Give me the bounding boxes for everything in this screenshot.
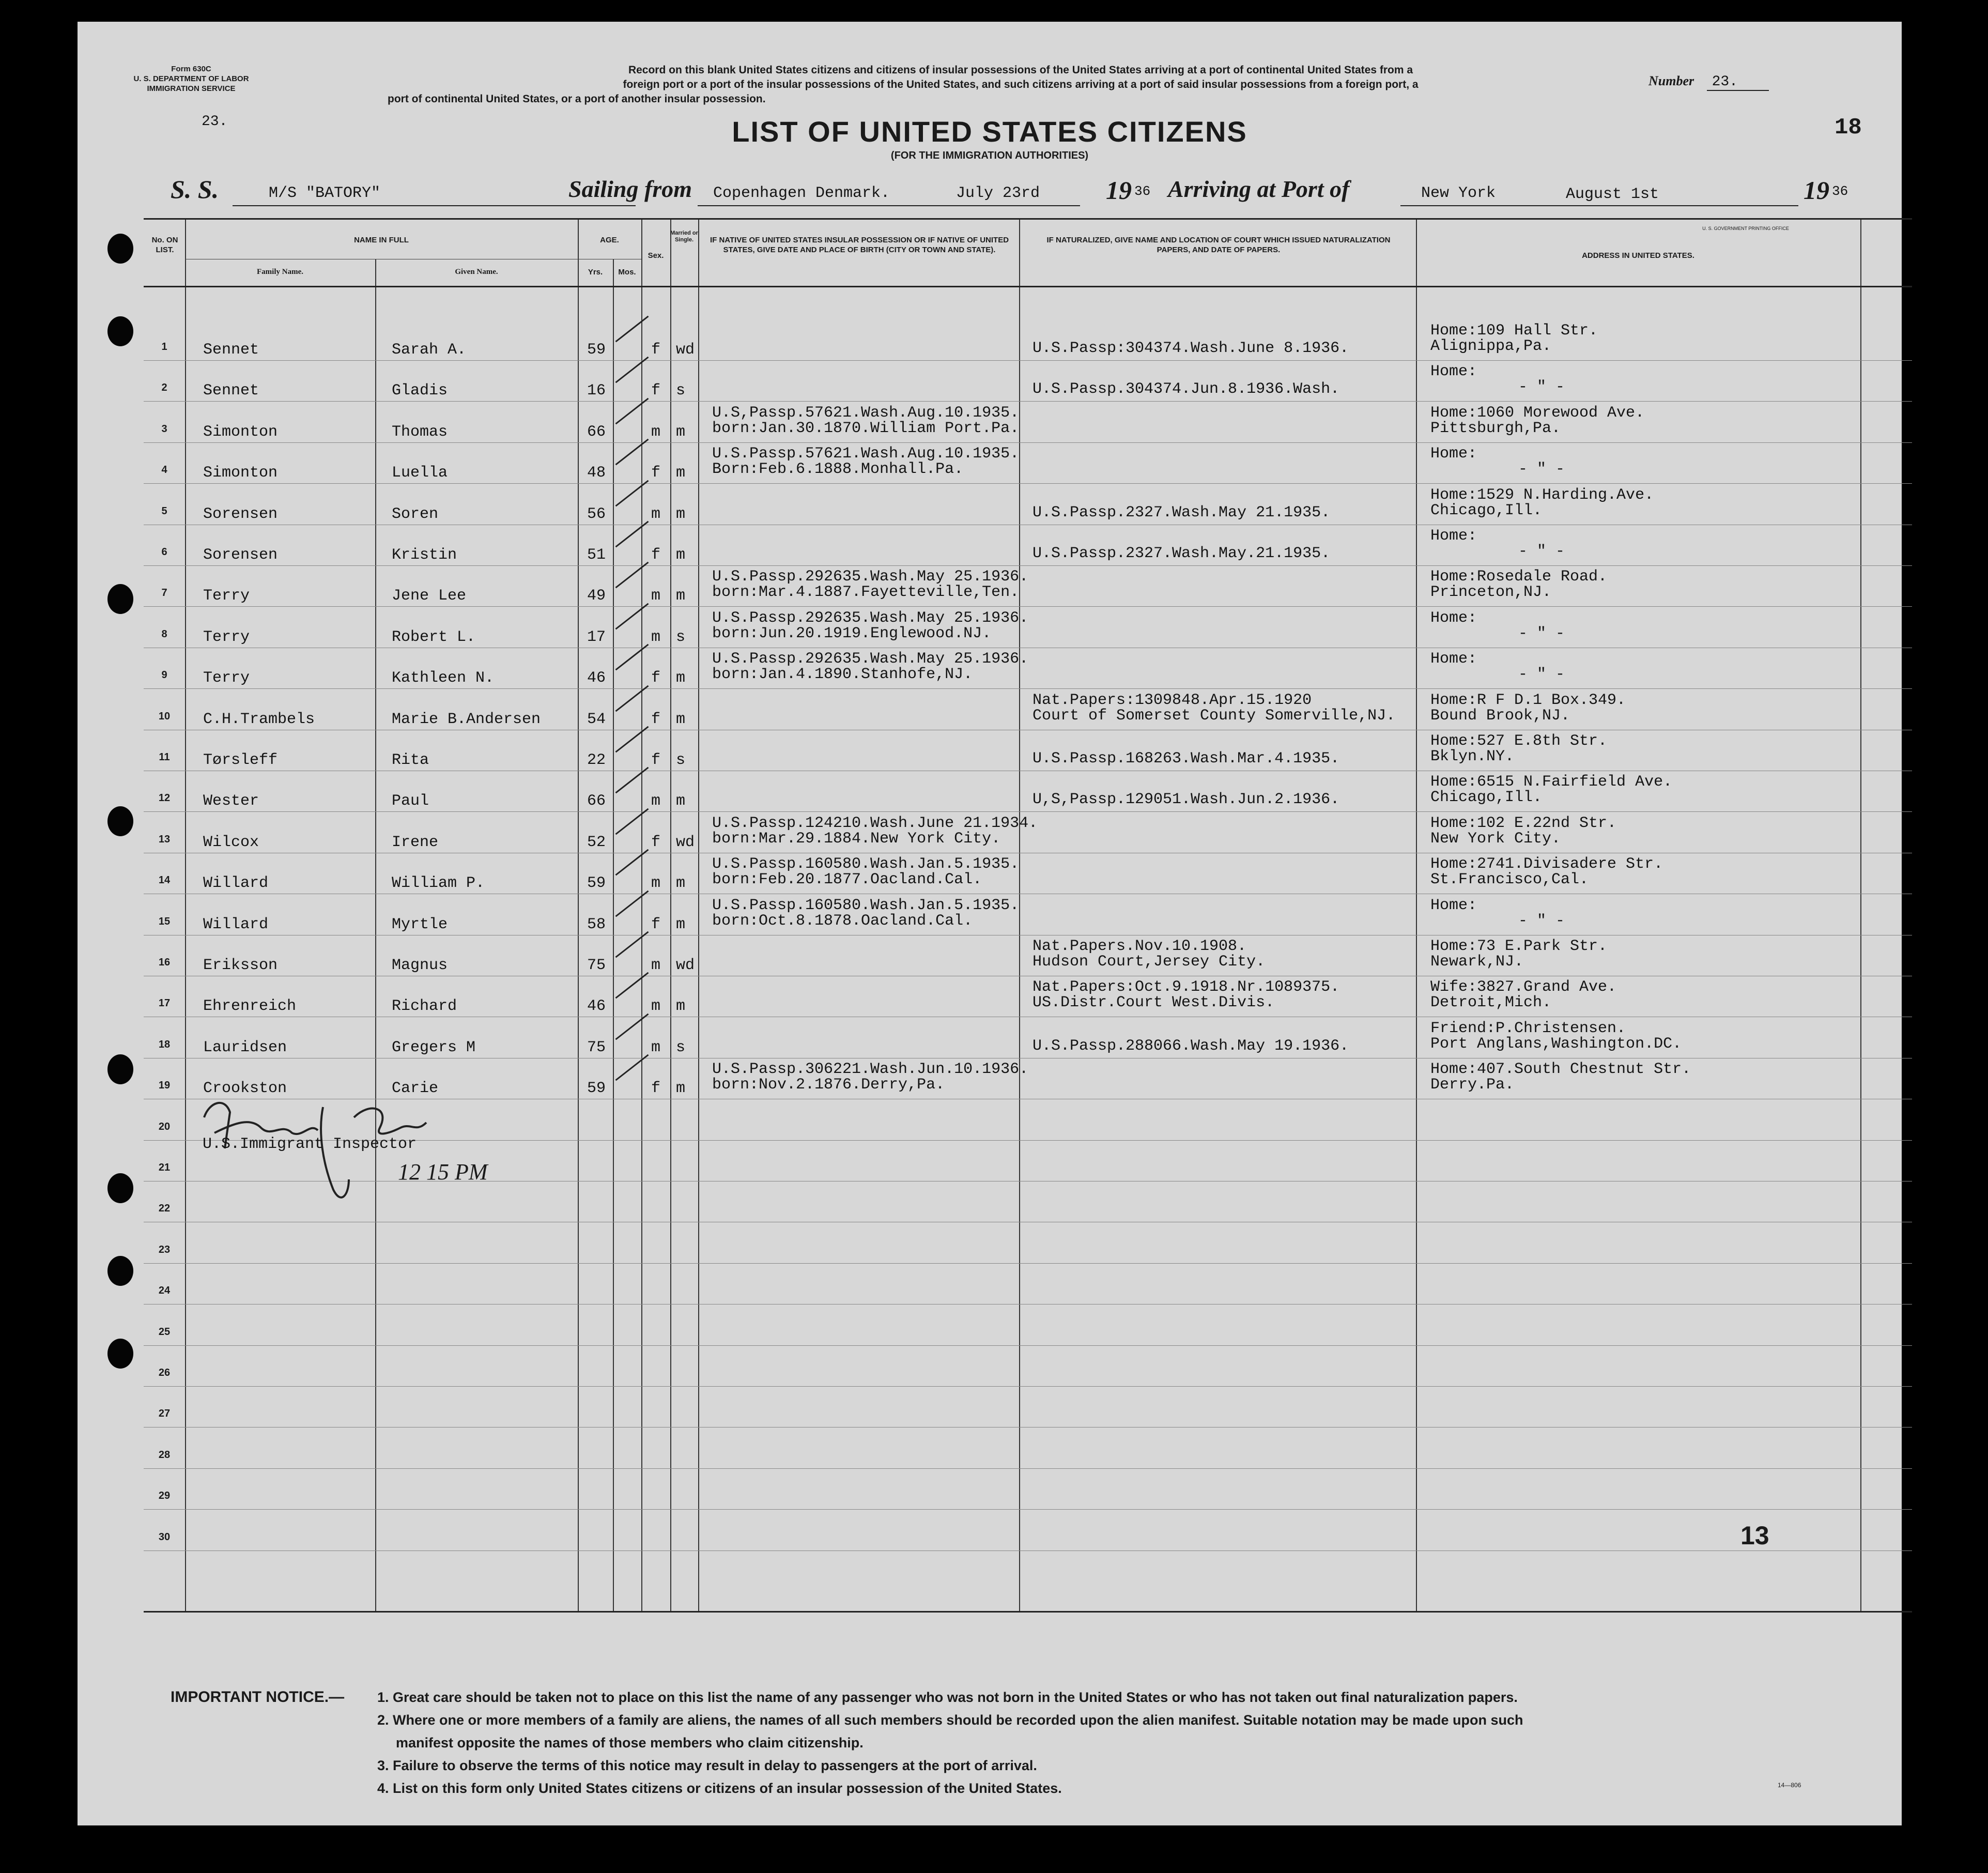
inspector-title: U.S.Immigrant Inspector (203, 1135, 417, 1153)
age-years: 75 (587, 957, 606, 974)
address-line-2: Derry.Pa. (1430, 1076, 1515, 1094)
arrival-date: August 1st (1566, 186, 1659, 203)
family-name: Tørsleff (203, 751, 278, 769)
arrival-year-prefix: 19 (1804, 176, 1829, 205)
row-number: 30 (158, 1531, 171, 1543)
given-name: Irene (392, 833, 439, 851)
naturalized-line-1: Nat.Papers:Oct.9.1918.Nr.1089375. (1032, 978, 1340, 996)
naturalized-line-1: U.S.Passp.2327.Wash.May 21.1935. (1032, 503, 1331, 521)
address-line-1: Friend:P.Christensen. (1430, 1019, 1626, 1037)
given-name: Magnus (392, 957, 448, 974)
sailing-label: Sailing from (568, 176, 692, 202)
col-header-given: Given Name. (455, 268, 498, 276)
sex: m (651, 874, 661, 893)
sex: f (651, 341, 661, 359)
col-header-age: AGE. (600, 236, 619, 244)
col-divider (1860, 220, 1861, 1611)
age-years: 48 (587, 464, 606, 482)
ss-label: S. S. (171, 175, 219, 204)
age-years: 49 (587, 587, 606, 605)
address-line-2: - " - (1518, 460, 1565, 479)
age-years: 16 (587, 382, 606, 400)
row-rule (144, 606, 1912, 607)
col-divider (1416, 220, 1417, 1611)
row-rule (144, 811, 1912, 812)
age-years: 56 (587, 505, 606, 523)
sex: m (651, 423, 661, 441)
row-rule (144, 1263, 1912, 1264)
given-name: Richard (392, 997, 457, 1016)
ship-underline (233, 203, 636, 206)
sex: m (651, 505, 661, 523)
native-line-2: born:Mar.29.1884.New York City. (712, 830, 1001, 848)
arrival-port: New York (1421, 185, 1496, 202)
binder-hole (107, 316, 133, 346)
native-line-2: born:Jan.30.1870.William Port.Pa. (712, 419, 1020, 437)
col-divider (185, 220, 186, 1611)
row-rule (144, 1550, 1912, 1551)
address-line-1: Home:R F D.1 Box.349. (1430, 691, 1626, 709)
address-line-2: - " - (1518, 624, 1565, 642)
address-line-2: Bklyn.NY. (1430, 748, 1515, 765)
given-name: Jene Lee (392, 587, 467, 605)
row-rule (144, 483, 1912, 484)
instruction-line-3: port of continental United States, or a port of another insular possession. (388, 93, 766, 105)
age-years: 75 (587, 1038, 606, 1056)
native-line-1: U.S.Passp.292635.Wash.May 25.1936. (712, 650, 1029, 668)
form-info (114, 64, 269, 94)
native-line-1: U.S.Passp.160580.Wash.Jan.5.1935. (712, 855, 1020, 873)
native-line-2: born:Nov.2.1876.Derry,Pa. (712, 1076, 945, 1094)
notice-item-3: 3. Failure to observe the terms of this notice may result in delay to passengers at the port of arrival. (377, 1758, 1037, 1773)
family-name: Terry (203, 587, 250, 605)
col-header-family: Family Name. (257, 268, 303, 276)
sail-date: July 23rd (956, 185, 1040, 202)
check-mark (615, 316, 649, 343)
number-value: 23. (1707, 74, 1769, 91)
row-number: 2 (161, 382, 167, 394)
row-rule (144, 688, 1912, 689)
address-line-2: Pittsburgh,Pa. (1430, 419, 1561, 437)
native-line-2: born:Feb.20.1877.Oacland.Cal. (712, 871, 982, 889)
marital-status: m (676, 915, 686, 933)
given-name: Luella (392, 464, 448, 482)
address-line-2: - " - (1518, 378, 1565, 396)
row-number: 27 (158, 1408, 171, 1420)
marital-status: m (676, 710, 686, 728)
row-number: 11 (159, 751, 170, 763)
address-line-1: Home: (1430, 445, 1477, 463)
sex: f (651, 546, 661, 564)
row-number: 8 (161, 628, 167, 640)
notice-code: 14—806 (1778, 1782, 1801, 1789)
address-line-2: Princeton,NJ. (1430, 584, 1552, 602)
family-name: Wilcox (203, 833, 259, 851)
row-number: 10 (158, 710, 171, 722)
row-number: 16 (158, 957, 171, 968)
address-line-1: Home:407.South Chestnut Str. (1430, 1061, 1691, 1079)
given-name: Rita (392, 751, 429, 769)
naturalized-line-2: US.Distr.Court West.Divis. (1032, 994, 1275, 1012)
address-line-2: New York City. (1430, 830, 1561, 848)
family-name: Simonton (203, 464, 278, 482)
row-number: 14 (158, 874, 171, 886)
row-number: 25 (158, 1326, 171, 1338)
address-line-2: Bound Brook,NJ. (1430, 707, 1570, 725)
print-office-label: U. S. GOVERNMENT PRINTING OFFICE (1702, 226, 1789, 231)
marital-status: wd (676, 833, 695, 851)
native-line-1: U.S.Passp.160580.Wash.Jan.5.1935. (712, 896, 1020, 914)
family-name: Ehrenreich (203, 997, 297, 1016)
marital-status: s (676, 751, 686, 769)
col-header-native: IF NATIVE OF UNITED STATES INSULAR POSSESSION OR IF NATIVE OF UNITED STATES, GIVE DATE AND PLACE OF BIRTH (CITY OR TOWN AND STATE). (710, 236, 1009, 254)
address-line-2: Alignippa,Pa. (1430, 337, 1552, 355)
naturalized-line-2: Hudson Court,Jersey City. (1032, 953, 1266, 971)
col-divider (670, 220, 671, 1611)
row-rule (144, 1468, 1912, 1469)
age-years: 59 (587, 341, 606, 359)
col-divider (578, 220, 579, 1611)
address-line-2: St.Francisco,Cal. (1430, 871, 1589, 889)
given-name: Thomas (392, 423, 448, 441)
binder-hole (107, 1256, 133, 1286)
binder-hole (107, 234, 133, 264)
address-line-2: Port Anglans,Washington.DC. (1430, 1035, 1682, 1053)
family-name: Sennet (203, 341, 259, 359)
notice-item-1: 1. Great care should be taken not to place on this list the name of any passenger who was not born in the United States or who has not taken out final naturalization papers. (377, 1690, 1518, 1705)
family-name: Terry (203, 628, 250, 646)
address-line-1: Home:2741.Divisadere Str. (1430, 855, 1663, 873)
family-name: Eriksson (203, 957, 278, 974)
address-line-1: Home: (1430, 363, 1477, 381)
native-line-2: born:Jun.20.1919.Englewood.NJ. (712, 624, 992, 642)
row-number: 23 (158, 1243, 171, 1255)
instruction-line-2: foreign port or a port of the insular possessions of the United States, and such citizens arriving at a port of said insular possessions from a foreign port, a (623, 79, 1419, 90)
native-line-1: U.S.Passp.57621.Wash.Aug.10.1935. (712, 445, 1020, 463)
sex: f (651, 915, 661, 933)
marital-status: s (676, 1038, 686, 1056)
sex: f (651, 1080, 661, 1098)
native-line-2: born:Jan.4.1890.Stanhofe,NJ. (712, 666, 973, 684)
given-name: Kristin (392, 546, 457, 564)
given-name: Paul (392, 792, 429, 810)
address-line-1: Home: (1430, 527, 1477, 545)
address-line-1: Home:73 E.Park Str. (1430, 938, 1608, 955)
age-years: 66 (587, 423, 606, 441)
address-line-1: Home: (1430, 896, 1477, 914)
family-name: Wester (203, 792, 259, 810)
binder-hole (107, 1339, 133, 1369)
row-number: 26 (158, 1367, 171, 1378)
row-rule (144, 442, 1912, 443)
notice-item-2: 2. Where one or more members of a family are aliens, the names of all such members should be recorded upon the alien manifest. Suitable notation may be made upon such (377, 1712, 1523, 1728)
arrival-year: 36 (1832, 183, 1848, 199)
age-years: 59 (587, 1080, 606, 1098)
given-name: Marie B.Andersen (392, 710, 541, 728)
arriving-label: Arriving at Port of (1168, 176, 1350, 202)
row-number: 4 (161, 464, 167, 476)
address-line-1: Home:527 E.8th Str. (1430, 732, 1608, 750)
notice-heading: IMPORTANT NOTICE.— (171, 1688, 345, 1706)
address-line-1: Home:102 E.22nd Str. (1430, 814, 1617, 832)
family-name: C.H.Trambels (203, 710, 315, 728)
address-line-2: - " - (1518, 912, 1565, 930)
binder-hole (107, 1054, 133, 1084)
row-rule (144, 1509, 1912, 1510)
given-name: Kathleen N. (392, 669, 495, 687)
service-label: IMMIGRATION SERVICE (147, 84, 236, 93)
age-years: 52 (587, 833, 606, 851)
given-name: Sarah A. (392, 341, 467, 359)
native-line-2: born:Mar.4.1887.Fayetteville,Ten. (712, 584, 1020, 602)
row-rule (144, 401, 1912, 402)
native-line-2: born:Oct.8.1878.Oacland.Cal. (712, 912, 973, 930)
row-rule (144, 565, 1912, 566)
col-header-married: Married or Single. (670, 230, 698, 243)
family-name: Simonton (203, 423, 278, 441)
binder-hole (107, 584, 133, 614)
marital-status: m (676, 1080, 686, 1098)
marital-status: s (676, 628, 686, 646)
row-number: 9 (161, 669, 167, 681)
family-name: Sorensen (203, 546, 278, 564)
naturalized-line-1: U.S.Passp.2327.Wash.May.21.1935. (1032, 545, 1331, 562)
marital-status: m (676, 874, 686, 893)
given-name: Myrtle (392, 915, 448, 933)
row-number: 6 (161, 546, 167, 558)
sex: f (651, 382, 661, 400)
row-number: 7 (161, 587, 167, 599)
sail-year-prefix: 19 (1106, 176, 1132, 205)
naturalized-line-1: U.S.Passp.168263.Wash.Mar.4.1935. (1032, 750, 1340, 767)
address-line-2: Chicago,Ill. (1430, 789, 1543, 807)
native-line-1: U.S.Passp.292635.Wash.May 25.1936. (712, 609, 1029, 627)
row-number: 1 (161, 341, 167, 352)
sex: f (651, 751, 661, 769)
row-rule (144, 1386, 1912, 1387)
sex: f (651, 669, 661, 687)
binder-hole (107, 1173, 133, 1203)
left-number: 23. (202, 114, 228, 130)
native-line-1: U.S,Passp.57621.Wash.Aug.10.1935. (712, 404, 1020, 422)
family-name: Lauridsen (203, 1038, 287, 1056)
age-years: 22 (587, 751, 606, 769)
sex: f (651, 710, 661, 728)
row-rule (144, 1345, 1912, 1346)
naturalized-line-1: U.S.Passp:304374.Wash.June 8.1936. (1032, 340, 1349, 357)
row-number: 20 (158, 1120, 171, 1132)
page-number: 18 (1835, 115, 1862, 141)
notice-item-4: 4. List on this form only United States citizens or citizens of an insular possession of the United States. (377, 1780, 1062, 1796)
row-number: 18 (158, 1038, 171, 1050)
age-years: 51 (587, 546, 606, 564)
given-name: Gregers M (392, 1038, 476, 1056)
marital-status: m (676, 587, 686, 605)
instruction-text (388, 63, 1654, 106)
marital-status: m (676, 464, 686, 482)
family-name: Willard (203, 874, 269, 893)
sailing-underline (698, 203, 1080, 206)
native-line-2: Born:Feb.6.1888.Monhall.Pa. (712, 460, 964, 479)
address-line-2: Detroit,Mich. (1430, 994, 1552, 1012)
manifest-sheet (78, 22, 1902, 1825)
sex: f (651, 464, 661, 482)
instruction-line-1: Record on this blank United States citizens and citizens of insular possessions of the United States arriving at a port of continental United States from a (628, 64, 1413, 76)
row-number: 29 (158, 1490, 171, 1502)
marital-status: m (676, 669, 686, 687)
native-line-1: U.S.Passp.124210.Wash.June 21.1934. (712, 814, 1038, 832)
address-line-2: - " - (1518, 666, 1565, 684)
sex: f (651, 833, 661, 851)
ship-name: M/S "BATORY" (269, 185, 381, 202)
native-line-1: U.S.Passp.306221.Wash.Jun.10.1936. (712, 1061, 1029, 1079)
given-name: Robert L. (392, 628, 476, 646)
naturalized-line-1: U.S.Passp.304374.Jun.8.1936.Wash. (1032, 380, 1340, 398)
row-number: 15 (158, 915, 171, 927)
row-number: 28 (158, 1449, 171, 1461)
address-line-1: Home: (1430, 609, 1477, 627)
col-header-mos: Mos. (618, 268, 636, 277)
inspector-signature (194, 1086, 463, 1221)
row-number: 17 (158, 997, 171, 1009)
address-line-1: Home:Rosedale Road. (1430, 568, 1608, 586)
sex: m (651, 587, 661, 605)
address-line-2: Newark,NJ. (1430, 953, 1524, 971)
age-years: 54 (587, 710, 606, 728)
row-number: 21 (158, 1162, 171, 1173)
page-title: LIST OF UNITED STATES CITIZENS (732, 115, 1247, 148)
age-years: 46 (587, 669, 606, 687)
naturalized-line-1: Nat.Papers.Nov.10.1908. (1032, 938, 1247, 955)
age-years: 58 (587, 915, 606, 933)
address-line-1: Wife:3827.Grand Ave. (1430, 978, 1617, 996)
col-divider (641, 220, 642, 1611)
age-years: 17 (587, 628, 606, 646)
age-years: 66 (587, 792, 606, 810)
row-number: 3 (161, 423, 167, 435)
marital-status: wd (676, 957, 695, 974)
marital-status: m (676, 997, 686, 1016)
address-line-1: Home:1529 N.Harding.Ave. (1430, 486, 1654, 504)
passenger-table (144, 218, 1912, 1613)
list-number (1648, 73, 1769, 90)
col-divider (1019, 220, 1020, 1611)
given-name: Soren (392, 505, 439, 523)
col-header-address: ADDRESS IN UNITED STATES. (1582, 251, 1694, 260)
family-name: Sennet (203, 382, 259, 400)
row-number: 22 (158, 1203, 171, 1215)
address-line-1: Home: (1430, 650, 1477, 668)
page-subtitle: (FOR THE IMMIGRATION AUTHORITIES) (890, 150, 1089, 161)
number-label: Number (1648, 73, 1694, 88)
given-name: Gladis (392, 382, 448, 400)
naturalized-line-1: U,S,Passp.129051.Wash.Jun.2.1936. (1032, 791, 1340, 809)
family-name: Crookston (203, 1080, 287, 1098)
col-header-naturalized: IF NATURALIZED, GIVE NAME AND LOCATION OF COURT WHICH ISSUED NATURALIZATION PAPERS, AND DATE OF PAPERS. (1046, 236, 1391, 254)
marital-status: wd (676, 341, 695, 359)
marital-status: s (676, 382, 686, 400)
given-name: Carie (392, 1080, 439, 1098)
row-number: 12 (158, 792, 171, 804)
marital-status: m (676, 546, 686, 564)
inspector-note: 12 15 PM (398, 1159, 488, 1185)
department-label: U. S. DEPARTMENT OF LABOR (133, 74, 249, 83)
age-years: 59 (587, 874, 606, 893)
marital-status: m (676, 505, 686, 523)
col-divider (698, 220, 699, 1611)
form-number: Form 630C (171, 65, 211, 73)
row-number: 19 (158, 1080, 171, 1092)
col-header-sex: Sex. (648, 251, 664, 260)
naturalized-line-1: Nat.Papers:1309848.Apr.15.1920 (1032, 691, 1312, 709)
sex: m (651, 628, 661, 646)
sex: m (651, 1038, 661, 1056)
arriving-underline (1400, 203, 1798, 206)
notice-item-2b: manifest opposite the names of those members who claim citizenship. (396, 1735, 864, 1751)
row-number: 5 (161, 505, 167, 517)
row-number: 13 (158, 833, 171, 845)
marital-status: m (676, 423, 686, 441)
voyage-line (78, 169, 1902, 210)
header-bottom (144, 286, 1912, 287)
address-line-1: Home:6515 N.Fairfield Ave. (1430, 773, 1673, 791)
col-header-number: No. ON LIST. (151, 236, 178, 254)
sex: m (651, 997, 661, 1016)
sailing-from: Copenhagen Denmark. (713, 185, 890, 202)
naturalized-line-2: Court of Somerset County Somerville,NJ. (1032, 707, 1396, 725)
binder-hole (107, 806, 133, 836)
row-number: 24 (158, 1285, 171, 1297)
tally-number: 13 (1740, 1521, 1769, 1550)
row-rule (144, 360, 1912, 361)
family-name: Willard (203, 915, 269, 933)
address-line-1: Home:109 Hall Str. (1430, 322, 1598, 340)
given-name: William P. (392, 874, 485, 893)
address-line-2: Chicago,Ill. (1430, 501, 1543, 519)
family-name: Terry (203, 669, 250, 687)
naturalized-line-1: U.S.Passp.288066.Wash.May 19.1936. (1032, 1037, 1349, 1055)
col-header-yrs: Yrs. (588, 268, 603, 277)
family-name: Sorensen (203, 505, 278, 523)
sex: m (651, 957, 661, 974)
age-years: 46 (587, 997, 606, 1016)
address-line-2: - " - (1518, 543, 1565, 560)
native-line-1: U.S.Passp.292635.Wash.May 25.1936. (712, 568, 1029, 586)
address-line-1: Home:1060 Morewood Ave. (1430, 404, 1645, 422)
col-header-name: NAME IN FULL (354, 236, 409, 244)
sex: m (651, 792, 661, 810)
marital-status: m (676, 792, 686, 810)
sail-year: 36 (1134, 183, 1151, 199)
